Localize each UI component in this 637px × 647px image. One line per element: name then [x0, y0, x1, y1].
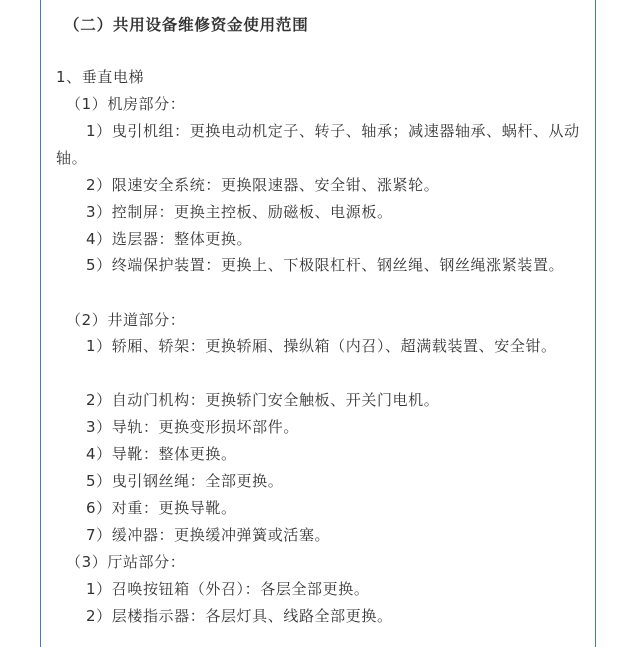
shaft-item-6: 6）对重：更换导靴。 [86, 499, 237, 517]
elevator-heading: 1、垂直电梯 [56, 68, 145, 86]
shaft-label: （2）井道部分： [66, 311, 186, 329]
machine-room-label: （1）机房部分： [66, 95, 186, 113]
shaft-item-1: 1）轿厢、轿架：更换轿厢、操纵箱（内召）、超满载装置、安全钳。 [86, 337, 557, 355]
hall-item-2: 2）层楼指示器：各层灯具、线路全部更换。 [86, 607, 393, 625]
machine-room-item-5: 5）终端保护装置：更换上、下极限杠杆、钢丝绳、钢丝绳涨紧装置。 [86, 256, 565, 274]
shaft-item-2: 2）自动门机构：更换轿门安全触板、开关门电机。 [86, 391, 440, 409]
hall-item-1: 1）召唤按钮箱（外召）：各层全部更换。 [86, 580, 370, 598]
hall-label: （3）厅站部分： [66, 553, 186, 571]
section-title: （二）共用设备维修资金使用范围 [64, 16, 309, 34]
machine-room-item-1: 1）曳引机组：更换电动机定子、转子、轴承；减速器轴承、蜗杆、从动轴。 [56, 122, 580, 167]
machine-room-item-4: 4）选层器：整体更换。 [86, 230, 253, 248]
shaft-item-5: 5）曳引钢丝绳：全部更换。 [86, 472, 284, 490]
machine-room-item-3: 3）控制屏：更换主控板、励磁板、电源板。 [86, 203, 393, 221]
shaft-item-4: 4）导靴：整体更换。 [86, 445, 237, 463]
machine-room-item-2: 2）限速安全系统：更换限速器、安全钳、涨紧轮。 [86, 176, 440, 194]
shaft-item-3: 3）导轨：更换变形损坏部件。 [86, 418, 299, 436]
shaft-item-7: 7）缓冲器：更换缓冲弹簧或活塞。 [86, 526, 331, 544]
